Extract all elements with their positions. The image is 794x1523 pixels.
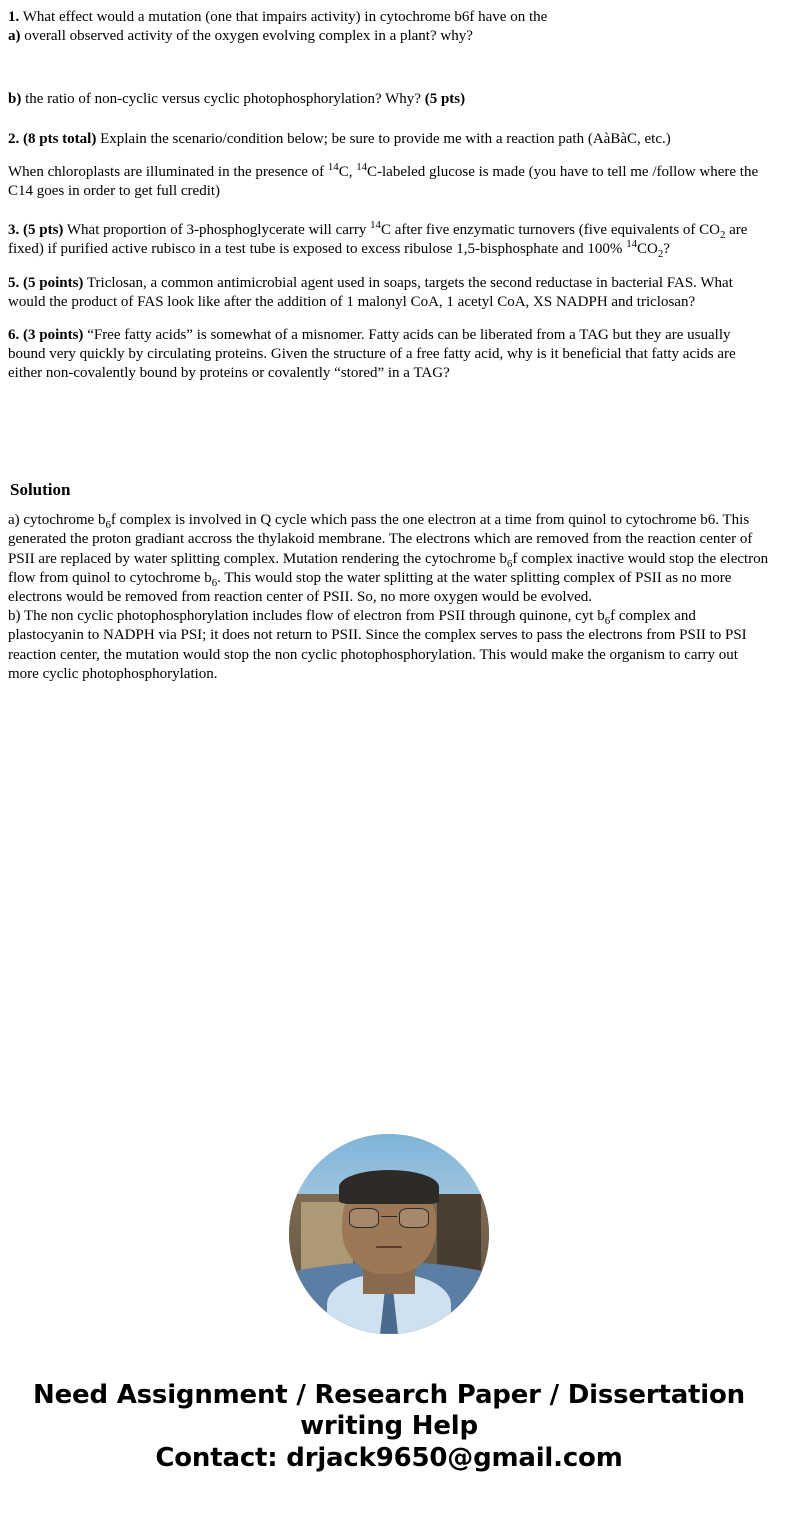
question-1b-points: (5 pts) bbox=[424, 91, 466, 108]
question-3: 3. (5 pts) What proportion of 3-phosphoglycerate will carry $^{14}$C after five enzymatic turnovers (five equivalents of $CO_2$ are fixed) if purified active rubisco in a test tube is exposed to excess ribulose 1,5-bisphosphate and 100% $^{14}CO_2$? bbox=[8, 219, 748, 261]
avatar-container bbox=[8, 1134, 770, 1334]
spacer-after-q1 bbox=[8, 52, 770, 90]
question-6 bbox=[8, 326, 770, 384]
co2-subscript-2: 2 bbox=[657, 248, 664, 261]
question-5-number: 5. (5 points) bbox=[8, 274, 84, 291]
question-2-body: When chloroplasts are illuminated in the presence of $^{14}$C, $^{14}$C-labeled glucose is made (you have to tell me /follow where the C14 goes in order to get full credit) bbox=[8, 160, 759, 199]
question-2-number: 2. (8 pts total) bbox=[8, 130, 97, 147]
avatar-glasses-right-lens bbox=[399, 1208, 429, 1228]
solution-part-b: b) The non cyclic photophosphorylation includes flow of electron from PSII through quinone, cyt $b_6f$ complex and plastocyanin to NADPH via PSI; it does not return to PSII. Since the complex serves to pass the electrons from PSII to PSI reaction center, the mutation would stop the non cyclic photophosphorylation. This would make the organism to carry out more cyclic photophosphorylation. bbox=[8, 608, 747, 682]
question-6-text: “Free fatty acids” is somewhat of a misnomer. Fatty acids can be liberated from a TAG but they are usually bound very quickly by circulating proteins. Given the structure of a free fatty acid, why is it beneficial that fatty acids are either non-covalently bound by proteins or covalently “stored” in a TAG? bbox=[8, 326, 736, 382]
promo-block bbox=[8, 1380, 770, 1474]
spacer-after-q2 bbox=[8, 207, 770, 221]
question-2 bbox=[8, 130, 770, 202]
question-2-text: Explain the scenario/condition below; be sure to provide me with a reaction path (AàBàC, etc.) bbox=[96, 130, 671, 147]
question-1b-text: the ratio of non-cyclic versus cyclic photophosphorylation? Why? bbox=[21, 91, 425, 108]
question-1b bbox=[8, 90, 770, 109]
question-1b-label: b) bbox=[8, 91, 22, 108]
co2-subscript-1: 2 bbox=[719, 229, 726, 242]
b6-subscript-3: 6 bbox=[211, 576, 218, 589]
question-5 bbox=[8, 274, 770, 312]
avatar bbox=[289, 1134, 489, 1334]
question-1-line-1 bbox=[8, 8, 770, 27]
c14-superscript-3: 14 bbox=[370, 219, 381, 232]
avatar-glasses-bridge bbox=[381, 1216, 397, 1218]
b6-subscript-1: 6 bbox=[105, 519, 111, 532]
avatar-mouth bbox=[376, 1246, 402, 1248]
question-3-number: 3. (5 pts) bbox=[8, 222, 64, 239]
spacer-before-solution bbox=[8, 389, 770, 479]
c14-superscript-2: 14 bbox=[356, 160, 367, 173]
question-1-text: What effect would a mutation (one that impairs activity) in cytochrome b6f have on the bbox=[19, 9, 548, 25]
question-1-number: 1. bbox=[8, 9, 20, 25]
b6-subscript-2: 6 bbox=[507, 557, 513, 570]
question-1a-label: a) bbox=[8, 28, 21, 45]
b6-subscript-4: 6 bbox=[604, 615, 611, 628]
question-1a-text: overall observed activity of the oxygen evolving complex in a plant? why? bbox=[20, 28, 473, 45]
question-1a-line bbox=[8, 27, 770, 46]
c14-superscript-1: 14 bbox=[327, 160, 339, 173]
promo-line-2: writing Help bbox=[300, 1410, 478, 1441]
solution-heading: Solution bbox=[10, 480, 71, 500]
promo-line-1: Need Assignment / Research Paper / Dissertation bbox=[33, 1379, 745, 1410]
spacer-inside-q2 bbox=[8, 149, 770, 163]
spacer-after-q5 bbox=[8, 318, 770, 326]
question-5-text: Triclosan, a common antimicrobial agent used in soaps, targets the second reductase in bacterial FAS. What would the product of FAS look like after the addition of 1 malonyl CoA, 1 acetyl CoA, XS NADPH and triclosan? bbox=[8, 274, 733, 310]
c14-superscript-4: 14 bbox=[626, 238, 637, 251]
avatar-glasses-left-lens bbox=[349, 1208, 379, 1228]
solution-part-a: a) cytochrome $b_6f$ complex is involved in Q cycle which pass the one electron at a time from quinol to cytochrome b6. This generated the proton gradiant accross the thylakoid membrane. The electrons which are removed from the reaction center of PSII are replaced by water splitting complex. Mutation rendering the cytochrome $b_6f$ complex inactive would stop the electron flow from quinol to cytochrome $b_6$. This would stop the water splitting at the water splitting complex of PSII as no more electrons would be removed from reaction center of PSII. So, no more oxygen would be evolved. bbox=[8, 512, 769, 605]
question-1 bbox=[8, 8, 770, 46]
blank-space bbox=[8, 684, 770, 1114]
promo-contact: Contact: drjack9650@gmail.com bbox=[155, 1443, 623, 1474]
avatar-hair bbox=[339, 1170, 439, 1204]
spacer-after-q1b bbox=[8, 116, 770, 130]
question-6-number: 6. (3 points) bbox=[8, 326, 84, 343]
spacer-after-q3 bbox=[8, 266, 770, 274]
